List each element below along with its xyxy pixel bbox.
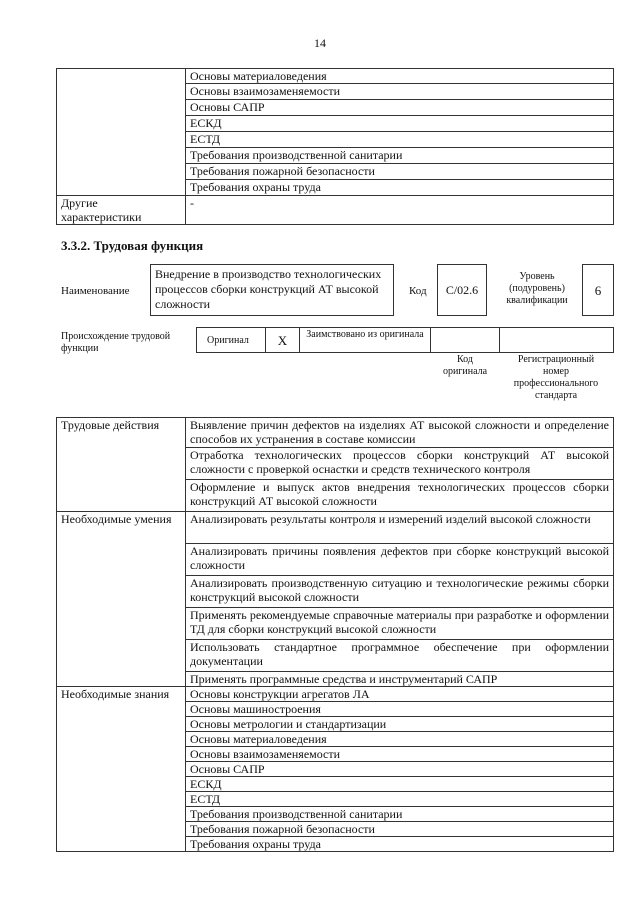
action-item: Отработка технологических процессов сборки конструкций АТ высокой сложности с проверкой оснастки и средств технического контроля <box>186 448 614 480</box>
original-label: Оригинал <box>196 327 266 353</box>
other-characteristics-value: - <box>186 196 614 225</box>
list-item: Требования пожарной безопасности <box>186 164 614 180</box>
knowledge-item: Основы взаимозаменяемости <box>186 747 614 762</box>
list-item: ЕСТД <box>186 132 614 148</box>
skills-label: Необходимые умения <box>57 512 186 687</box>
origin-label: Происхождение трудовой функции <box>61 331 171 354</box>
page-number: 14 <box>314 36 326 50</box>
skill-item: Применять рекомендуемые справочные материалы при разработке и оформлении ТД для сборки конструкций высокой сложности <box>186 608 614 640</box>
list-item: Требования охраны труда <box>186 180 614 196</box>
action-item: Выявление причин дефектов на изделиях АТ высокой сложности и определение способов их устранения в составе комиссии <box>186 418 614 448</box>
knowledge-item: Основы конструкции агрегатов ЛА <box>186 687 614 702</box>
knowledge-item: Основы метрологии и стандартизации <box>186 717 614 732</box>
list-item: Основы взаимозаменяемости <box>186 84 614 100</box>
knowledge-item: Основы САПР <box>186 762 614 777</box>
name-label: Наименование <box>61 285 130 297</box>
main-function-table <box>56 417 614 852</box>
knowledge-item: Основы материаловедения <box>186 732 614 747</box>
skill-item: Использовать стандартное программное обеспечение при оформлении документации <box>186 640 614 672</box>
code-label: Код <box>409 285 427 297</box>
skill-item: Анализировать производственную ситуацию и технологические режимы сборки конструкций высокой сложности <box>186 576 614 608</box>
list-item: Основы материаловедения <box>186 69 614 84</box>
function-name-value: Внедрение в производство технологических процессов сборки конструкций АТ высокой сложности <box>150 264 394 316</box>
actions-label: Трудовые действия <box>57 418 186 512</box>
original-code-box <box>430 327 500 353</box>
action-item: Оформление и выпуск актов внедрения технологических процессов сборки конструкций АТ высокой сложности <box>186 480 614 512</box>
knowledge-item: Основы машиностроения <box>186 702 614 717</box>
original-mark: X <box>265 327 300 353</box>
knowledge-item: ЕСТД <box>186 792 614 807</box>
skill-item: Анализировать результаты контроля и измерений изделий высокой сложности <box>186 512 614 544</box>
empty-label-cell <box>57 69 186 196</box>
knowledge-item: Требования пожарной безопасности <box>186 822 614 837</box>
list-item: Основы САПР <box>186 100 614 116</box>
knowledge-label: Необходимые знания <box>57 687 186 852</box>
top-knowledge-table <box>56 68 614 225</box>
list-item: Требования производственной санитарии <box>186 148 614 164</box>
knowledge-item: ЕСКД <box>186 777 614 792</box>
knowledge-item: Требования производственной санитарии <box>186 807 614 822</box>
function-code-value: C/02.6 <box>437 264 487 316</box>
other-characteristics-label: Другие характеристики <box>57 196 186 225</box>
skill-item: Анализировать причины появления дефектов при сборке конструкций высокой сложности <box>186 544 614 576</box>
knowledge-item: Требования охраны труда <box>186 837 614 852</box>
code-caption: Код оригинала <box>442 354 488 377</box>
reg-caption: Регистрационный номер профессионального стандарта <box>513 354 599 401</box>
section-title: 3.3.2. Трудовая функция <box>61 238 204 253</box>
level-label: Уровень (подуровень) квалификации <box>506 271 568 306</box>
reg-number-box <box>499 327 614 353</box>
borrowed-label: Заимствовано из оригинала <box>299 327 431 353</box>
skill-item: Применять программные средства и инструментарий САПР <box>186 672 614 687</box>
list-item: ЕСКД <box>186 116 614 132</box>
level-value: 6 <box>582 264 614 316</box>
